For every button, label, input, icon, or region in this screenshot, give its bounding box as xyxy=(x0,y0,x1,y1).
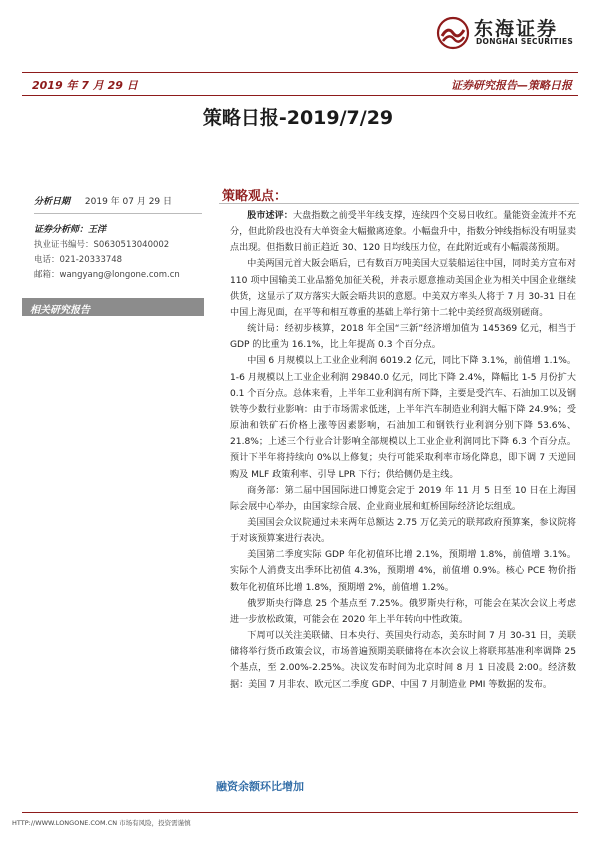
phone-value: 021-20333748 xyxy=(59,255,123,265)
phone-label: 电话： xyxy=(34,255,60,265)
paragraph: 中国 6 月规模以上工业企业利润 6019.2 亿元，同比下降 3.1%，前值增 1.1%。1-6 月规模以上工业企业利润 29840.0 亿元，同比下降 2.4%，降幅比 1-5 月份扩大 0.1 个百分点。总体来看，上半年工业利润有所下降，主要是受汽车、石油加工以及钢铁等少数行业影响：由于市场需求低迷，上半年汽车制造业利润大幅下降 24.9%；受原油和铁矿石价格上涨等因素影响，石油加工和钢铁行业利润分别下降 53.6%、21.8%；上述三个行业合计影响全部规模以上工业企业利润同比下降 6.3 个百分点。预计下半年将持续向 0%以上修复；央行可能采取利率市场化降息，即下调 7 天逆回购及 MLF 政策利率、引导 LPR 下行；供给侧仍是主线。 xyxy=(230,356,576,480)
section-divider xyxy=(219,203,579,204)
email-row xyxy=(34,268,204,283)
footer-text: HTTP://WWW.LONGONE.COM.CN 市场有风险，投资需谨慎 xyxy=(12,819,191,827)
subsection-title: 融资余额环比增加 xyxy=(216,780,304,793)
donghai-logo-icon xyxy=(436,16,470,50)
paragraph: 美国国会众议院通过未来两年总额达 2.75 万亿美元的联邦政府预算案，参议院将于对该预算案进行表决。 xyxy=(230,517,576,545)
paragraph-text: 大盘指数之前受半年线支撑，连续四个交易日收红。量能资金流并不充分，但此阶段也没有大单资金大幅撤离迹象。小幅盘升中，指数分钟线指标没有明显卖点出现。但指数日前正趋近 30、120 日均线压力位，在此附近或有小幅震荡预期。 xyxy=(230,211,576,254)
analyst-info xyxy=(34,195,204,283)
header-bar xyxy=(22,72,578,96)
logo-name-en: DONGHAI SECURITIES xyxy=(476,37,574,46)
analysis-date-label: 分析日期 xyxy=(34,197,71,207)
paragraph: 下周可以关注美联储、日本央行、英国央行动态，美东时间 7 月 30-31 日，美联储将举行货币政策会议，市场普遍预期美联储将在本次会议上将联邦基准利率调降 25 个基点，至 2.00%-2.25%。决议发布时间为北京时间 8 月 1 日凌晨 2:00。经济数据：美国 7 月非农、欧元区二季度 GDP、中国 7 月制造业 PMI 等数据的发布。 xyxy=(230,631,576,690)
paragraph xyxy=(230,208,576,256)
logo-name-cn: 东海证券 xyxy=(474,18,559,40)
license-row xyxy=(34,238,204,253)
lead-label: 股市述评： xyxy=(247,211,293,221)
paragraph: 俄罗斯央行降息 25 个基点至 7.25%。俄罗斯央行称，可能会在某次会议上考虑进一步放松政策，可能会在 2020 年上半年转向中性政策。 xyxy=(230,598,576,625)
paragraph: 中美两国元首大阪会晤后，已有数百万吨美国大豆装船运往中国，同时美方宣布对 110 项中国输美工业品豁免加征关税，并表示愿意推动美国企业为相关中国企业继续供货，这显示了双方落实大阪会晤共识的意愿。中美双方率头人将于 7 月 30-31 日在中国上海见面，在平等和相互尊重的基础上举行第十二轮中美经贸高级别磋商。 xyxy=(230,259,576,318)
report-type: 证券研究报告—策略日报 xyxy=(451,79,572,92)
email-label: 邮箱： xyxy=(34,270,60,280)
analysis-date-row xyxy=(34,195,204,210)
analyst-label: 证券分析师： xyxy=(34,225,89,235)
report-date: 2019 年 7 月 29 日 xyxy=(32,79,138,92)
license-value: S0630513040002 xyxy=(93,240,170,250)
analyst-row xyxy=(34,223,204,238)
license-label: 执业证书编号： xyxy=(34,240,94,250)
paragraph: 统计局：经初步核算，2018 年全国“三新”经济增加值为 145369 亿元，相当于 GDP 的比重为 16.1%，比上年提高 0.3 个百分点。 xyxy=(230,324,576,351)
related-reports-label: 相关研究报告 xyxy=(30,305,90,316)
related-reports-header xyxy=(22,298,204,316)
analyst-name: 王洋 xyxy=(88,225,107,235)
strategy-body xyxy=(230,208,576,693)
analysis-date-value: 2019 年 07 月 29 日 xyxy=(84,197,173,207)
phone-row xyxy=(34,253,204,268)
page-title: 策略日报-2019/7/29 xyxy=(202,107,394,129)
company-logo xyxy=(436,14,578,50)
paragraph: 美国第二季度实际 GDP 年化初值环比增 2.1%，预期增 1.8%，前值增 3.1%。实际个人消费支出季环比初值 4.3%，预期增 4%，前值增 0.9%。核心 PCE 物价指数年化初值环比增 1.8%，预期增 2%，前值增 1.2%。 xyxy=(230,550,576,593)
section-title: 策略观点： xyxy=(222,189,288,204)
paragraph: 商务部：第二届中国国际进口博览会定于 2019 年 11 月 5 日至 10 日在上海国际会展中心举办，由国家综合展、企业商业展和虹桥国际经济论坛组成。 xyxy=(230,485,576,512)
email-link[interactable]: wangyang@longone.com.cn xyxy=(59,270,180,280)
divider xyxy=(34,213,202,214)
footer-divider xyxy=(22,812,578,813)
